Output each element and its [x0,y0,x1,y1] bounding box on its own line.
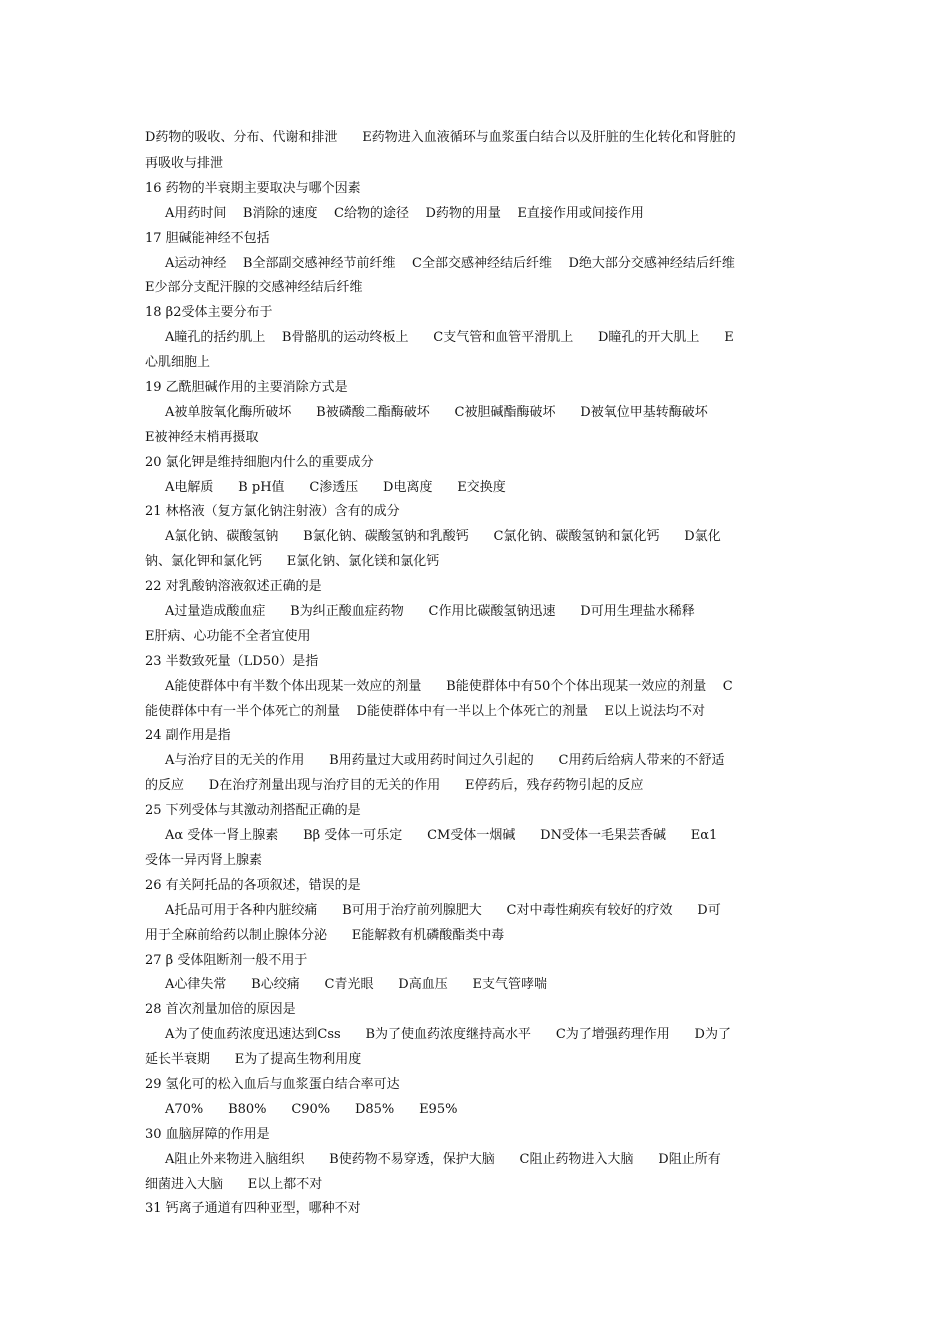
answer-options-line: Aα 受体一肾上腺素 Bβ 受体一可乐定 CM受体一烟碱 DN受体一毛果芸香碱 Eα1 [165,828,718,844]
question-line: 27 β 受体阻断剂一般不用于 [145,952,308,968]
answer-options-line: A托品可用于各种内脏绞痛 B可用于治疗前列腺肥大 C对中毒性痢疾有较好的疗效 D可 [165,902,721,918]
question-line: 20 氯化钾是维持细胞内什么的重要成分 [145,454,374,470]
text-line: D药物的吸收、分布、代谢和排泄 E药物进入血液循环与血浆蛋白结合以及肝脏的生化转化和肾脏的 [145,130,736,145]
text-line: 心肌细胞上 [145,355,211,371]
question-line: 16 药物的半衰期主要取决与哪个因素 [145,180,361,196]
answer-options-line: A过量造成酸血症 B为纠正酸血症药物 C作用比碳酸氢钠迅速 D可用生理盐水稀释 [165,604,695,620]
answer-options-line: A心律失常 B心绞痛 C青光眼 D高血压 E支气管哮喘 [165,977,547,993]
question-line: 28 首次剂量加倍的原因是 [145,1002,296,1018]
answer-options-line: A用药时间 B消除的速度 C给物的途径 D药物的用量 E直接作用或间接作用 [165,205,644,221]
text-line: 钠、氯化钾和氯化钙 E氯化钠、氯化镁和氯化钙 [145,554,440,570]
text-line: E被神经末梢再摄取 [145,429,259,445]
answer-options-line: A运动神经 B全部副交感神经节前纤维 C全部交感神经结后纤维 D绝大部分交感神经结后纤维 [165,255,735,271]
question-line: 26 有关阿托品的各项叙述，错误的是 [145,877,361,893]
text-line: 再吸收与排泄 [145,156,224,171]
answer-options-line: A被单胺氧化酶所破坏 B被磷酸二酯酶破坏 C被胆碱酯酶破坏 D被氧位甲基转酶破坏 [165,404,708,420]
answer-options-line: A为了使血药浓度迅速达到Css B为了使血药浓度继持高水平 C为了增强药理作用 D为了 [165,1027,731,1043]
question-line: 25 下列受体与其激动剂搭配正确的是 [145,803,361,819]
text-line: 受体一异丙肾上腺素 [145,852,263,868]
answer-options-line: A阻止外来物进入脑组织 B使药物不易穿透，保护大脑 C阻止药物进入大脑 D阻止所有 [165,1151,721,1167]
text-line: 延长半衰期 E为了提高生物利用度 [145,1052,362,1068]
question-line: 30 血脑屏障的作用是 [145,1126,270,1142]
text-line: E少部分支配汗腺的交感神经结后纤维 [145,280,363,296]
answer-options-line: A能使群体中有半数个体出现某一效应的剂量 B能使群体中有50个个体出现某一效应的剂量 C [165,678,733,694]
question-line: 17 胆碱能神经不包括 [145,230,270,246]
answer-options-line: A70% B80% C90% D85% E95% [165,1101,458,1117]
answer-options-line: A与治疗目的无关的作用 B用药量过大或用药时间过久引起的 C用药后给病人带来的不舒适 [165,753,725,769]
document-body [145,124,807,1222]
question-line: 23 半数致死量（LD50）是指 [145,653,319,669]
text-line: 能使群体中有一半个体死亡的剂量 D能使群体中有一半以上个体死亡的剂量 E以上说法均不对 [145,703,705,719]
answer-options-line: A氯化钠、碳酸氢钠 B氯化钠、碳酸氢钠和乳酸钙 C氯化钠、碳酸氢钠和氯化钙 D氯化 [165,529,721,545]
question-line: 31 钙离子通道有四种亚型，哪种不对 [145,1201,361,1217]
question-line: 24 副作用是指 [145,728,231,744]
question-line: 18 β2受体主要分布于 [145,305,273,321]
answer-options-line: A瞳孔的括约肌上 B骨骼肌的运动终板上 C支气管和血管平滑肌上 D瞳孔的开大肌上 E [165,330,734,346]
text-line: 的反应 D在治疗剂量出现与治疗目的无关的作用 E停药后，残存药物引起的反应 [145,778,644,794]
answer-options-line: A电解质 B pH值 C渗透压 D电离度 E交换度 [165,479,506,495]
text-line: E肝病、心功能不全者宜使用 [145,628,311,644]
question-line: 19 乙酰胆碱作用的主要消除方式是 [145,380,348,396]
question-line: 29 氢化可的松入血后与血浆蛋白结合率可达 [145,1076,400,1092]
text-line: 细菌进入大脑 E以上都不对 [145,1176,323,1192]
question-line: 22 对乳酸钠溶液叙述正确的是 [145,579,322,595]
text-line: 用于全麻前给药以制止腺体分泌 E能解救有机磷酸酯类中毒 [145,927,505,943]
question-line: 21 林格液（复方氯化钠注射液）含有的成分 [145,504,400,520]
